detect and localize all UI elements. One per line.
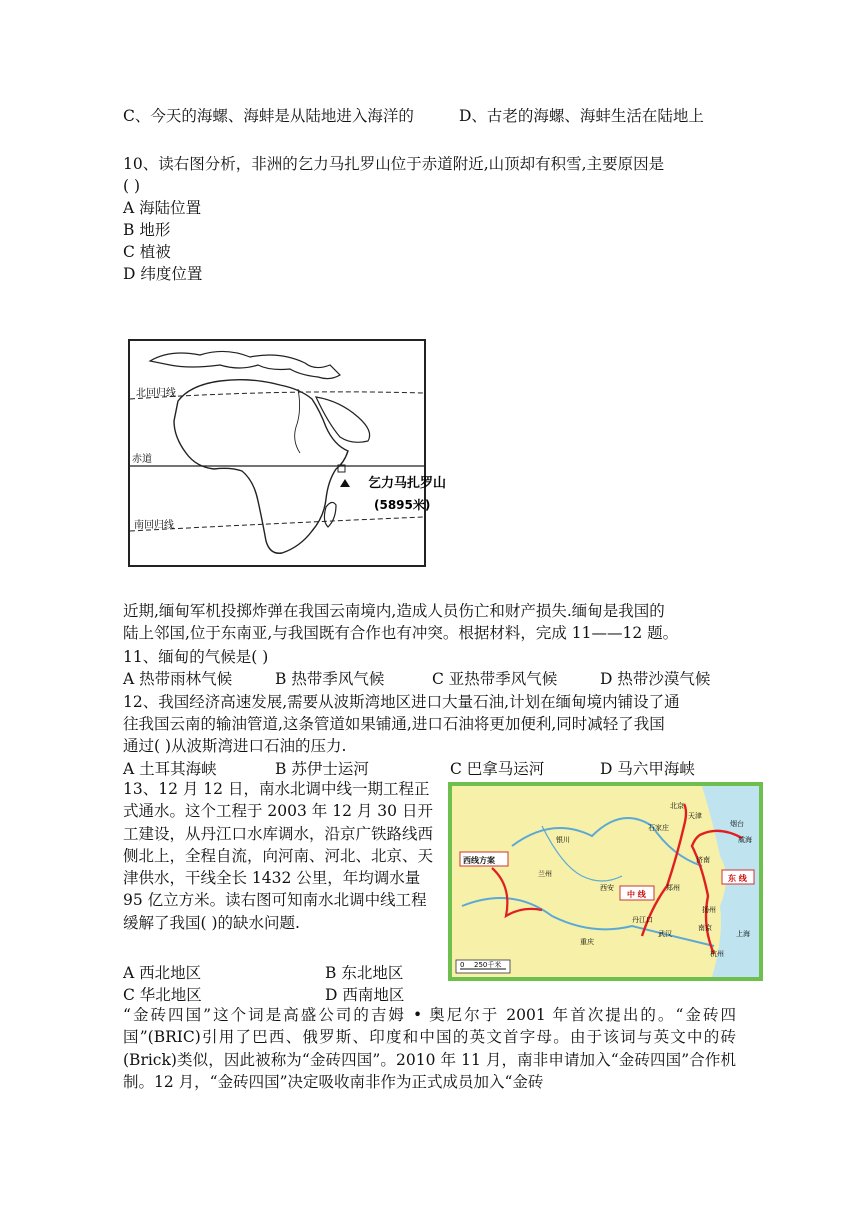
q11-stem: 11、缅甸的气候是( ): [123, 648, 269, 666]
water-transfer-graphic: [452, 786, 759, 977]
middle-route-label: 中 线: [627, 890, 646, 899]
city-lanzhou: 兰州: [538, 870, 552, 878]
mountain-label: 乞力马扎罗山: [368, 476, 447, 491]
city-chongqing: 重庆: [580, 938, 594, 946]
city-yantai: 烟台: [730, 820, 744, 828]
tropic-capricorn-label: 南回归线: [134, 520, 174, 531]
scale-label: 250千米: [474, 961, 502, 969]
q12-line-1: 12、我国经济高速发展,需要从波斯湾地区进口大量石油,计划在缅甸境内铺设了通: [123, 693, 680, 711]
west-route-line: [492, 868, 542, 916]
q10-answer-paren: ( ): [123, 177, 141, 195]
city-danjiangkou: 丹江口: [632, 916, 653, 924]
bric-passage: “金砖四国”这个词是高盛公司的吉姆 • 奥尼尔于 2001 年首次提出的。“金砖四国”(BRIC)引用了巴西、俄罗斯、印度和中国的英文首字母。由于该词与英文中的砖(Brick)类似，因此被称为“金砖四国”。2010 年 11 月，南非申请加入“金砖四国”合作机制。12 月，“金砖四国”决定吸收南非作为正式成员加入“金砖: [123, 1006, 736, 1091]
q12-option-c: C 巴拿马运河: [450, 760, 545, 778]
yellow-river: [512, 818, 702, 866]
q10-option-a: A 海陆位置: [123, 199, 202, 217]
mountain-height: (5895米): [374, 498, 431, 512]
city-nanjing: 南京: [698, 924, 712, 932]
scale-zero: 0: [460, 961, 465, 969]
q9-option-d: D、古老的海螺、海蚌生活在陆地上: [459, 107, 704, 125]
city-yinchuan: 银川: [556, 836, 570, 844]
river-branch: [542, 826, 622, 881]
equator-label: 赤道: [132, 454, 152, 465]
africa-map: [128, 339, 447, 567]
city-wuhan: 武汉: [658, 930, 672, 938]
arabia-coast: [316, 397, 370, 442]
tropic-cancer-label: 北回归线: [136, 388, 176, 399]
q12-line-2: 往我国云南的输油管道,这条管道如果铺通,进口石油将更加便利,同时减轻了我国: [123, 715, 665, 733]
city-yangzhou: 扬州: [702, 906, 716, 914]
q10-stem: 10、读右图分析，非洲的乞力马扎罗山位于赤道附近,山顶却有积雪,主要原因是: [123, 155, 665, 173]
city-shanghai: 上海: [736, 930, 750, 938]
west-route-label: 西线方案: [463, 856, 495, 865]
q13-option-d: D 西南地区: [325, 986, 405, 1004]
city-hangzhou: 杭州: [710, 950, 724, 958]
q10-option-d: D 纬度位置: [123, 265, 203, 283]
q12-line-3: 通过( )从波斯湾进口石油的压力.: [123, 737, 347, 755]
myanmar-passage-line-2: 陆上邻国,位于东南亚,与我国既有合作也有冲突。根据材料，完成 11——12 题。: [123, 624, 679, 642]
city-xian: 西安: [600, 884, 614, 892]
mountain-marker: [340, 479, 350, 487]
q13-option-a: A 西北地区: [123, 964, 202, 982]
q10-option-c: C 植被: [123, 243, 171, 261]
east-route-label: 东 线: [728, 874, 747, 883]
myanmar-passage-line-1: 近期,缅甸军机投掷炸弹在我国云南境内,造成人员伤亡和财产损失.缅甸是我国的: [123, 602, 665, 620]
q11-option-d: D 热带沙漠气候: [600, 670, 711, 688]
q12-option-d: D 马六甲海峡: [600, 760, 695, 778]
europe-coast: [150, 351, 340, 378]
city-beijing: 北京: [670, 802, 684, 810]
q12-option-a: A 土耳其海峡: [123, 760, 217, 778]
city-weihai: 威海: [738, 836, 752, 844]
africa-map-graphic: [130, 341, 447, 565]
madagascar: [324, 502, 336, 527]
q11-option-a: A 热带雨林气候: [123, 670, 233, 688]
q11-option-b: B 热带季风气候: [275, 670, 385, 688]
city-tianjin: 天津: [688, 812, 702, 820]
tropic-capricorn-line: [130, 517, 424, 531]
q9-option-c: C、今天的海螺、海蚌是从陆地进入海洋的: [123, 107, 414, 125]
q13-option-c: C 华北地区: [123, 986, 202, 1004]
q10-option-b: B 地形: [123, 221, 171, 239]
q13-text: 13、12 月 12 日，南水北调中线一期工程正式通水。这个工程于 2003 年 12 月 30 日开工建设，从丹江口水库调水，沿京广铁路线西侧北上，全程自流，向河南、河北、北京、天津供水，干线全长 1432 公里，年均调水量 95 亿立方米。读右图可知南水北调中线工程缓解了我国( )的缺水问题.: [123, 780, 434, 932]
water-transfer-map: [448, 782, 763, 981]
q11-option-c: C 亚热带季风气候: [432, 670, 558, 688]
city-shijiazhuang: 石家庄: [648, 824, 669, 832]
q12-option-b: B 苏伊士运河: [275, 760, 369, 778]
nile-river: [295, 389, 300, 453]
city-zhengzhou: 郑州: [666, 884, 680, 892]
city-jinan: 济南: [696, 856, 710, 864]
q13-option-b: B 东北地区: [325, 964, 404, 982]
